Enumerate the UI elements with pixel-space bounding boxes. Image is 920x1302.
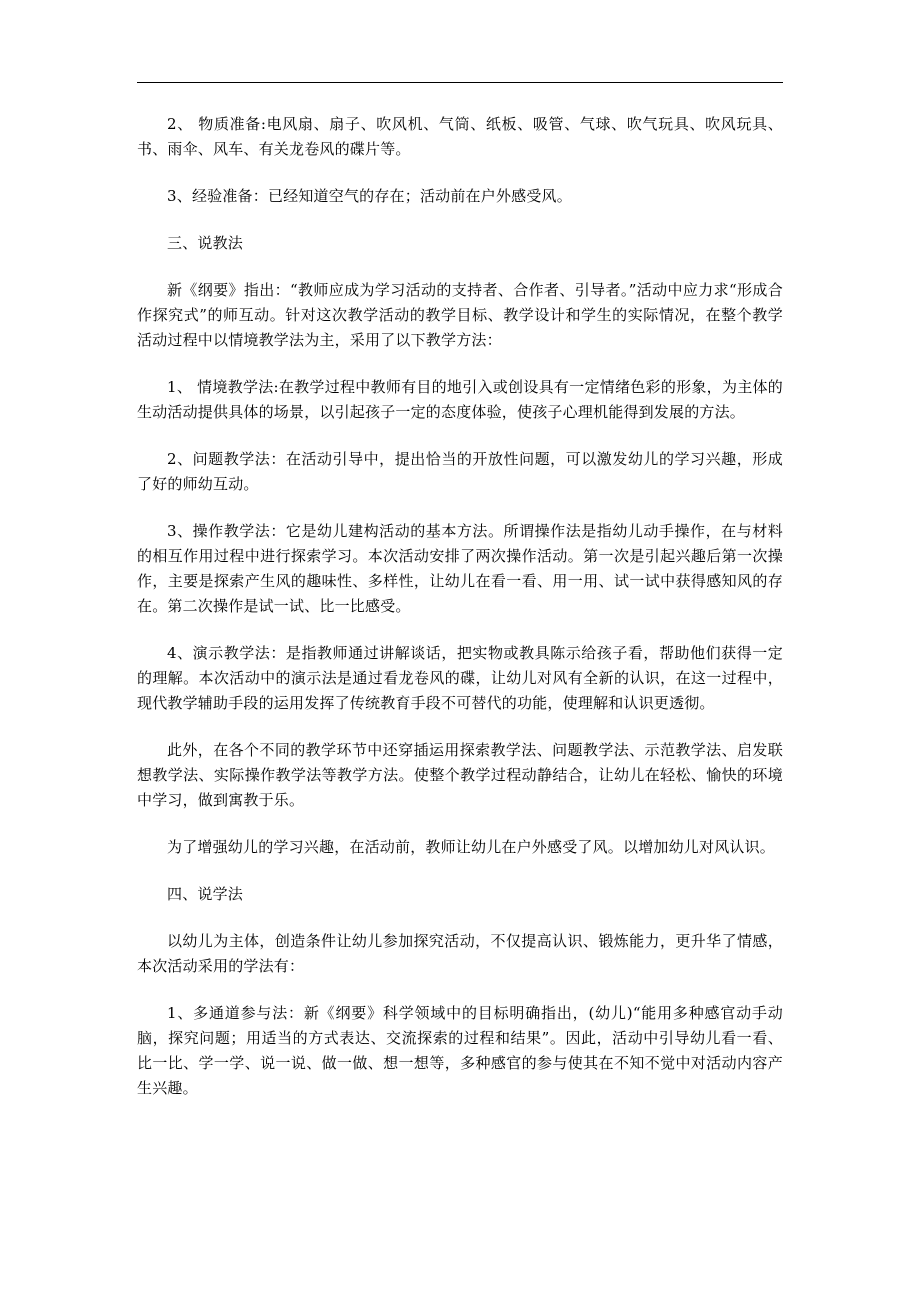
paragraph-other-methods: 此外，在各个不同的教学环节中还穿插运用探索教学法、问题教学法、示范教学法、启发联想教学法、实际操作教学法等教学方法。使整个教学过程动静结合，让幼儿在轻松、愉快的环境中学习，做到寓教于乐。 [137,741,783,809]
header-rule [137,82,783,83]
paragraph-interest-building: 为了增强幼儿的学习兴趣，在活动前，教师让幼儿在户外感受了风。以增加幼儿对风认识。 [167,838,776,856]
paragraph-material-prep: 2、 物质准备:电风扇、扇子、吹风机、气筒、纸板、吸管、气球、吹气玩具、吹风玩具、 书、雨伞、风车、有关龙卷风的碟片等。 [137,115,783,158]
paragraph-learning-intro: 以幼儿为主体，创造条件让幼儿参加探究活动，不仅提高认识、锻炼能力，更升华了情感，本次活动采用的学法有： [137,932,783,975]
document-body [137,112,783,1123]
paragraph-multichannel-method: 1、多通道参与法：新《纲要》科学领域中的目标明确指出，(幼儿)“能用多种感官动手动脑，探究问题；用适当的方式表达、交流探索的过程和结果”。因此，活动中引导幼儿看一看、比一比、学一学、说一说、做一做、想一想等，多种感官的参与使其在不知不觉中对活动内容产生兴趣。 [137,1004,783,1097]
paragraph-experience-prep: 3、经验准备：已经知道空气的存在；活动前在户外感受风。 [167,187,572,205]
paragraph-demonstration-method: 4、演示教学法：是指教师通过讲解谈话，把实物或教具陈示给孩子看，帮助他们获得一定的理解。本次活动中的演示法是通过看龙卷风的碟，让幼儿对风有全新的认识，在这一过程中，现代教学辅助手段的运用发挥了传统教育手段不可替代的功能，使理解和认识更透彻。 [137,644,783,712]
section-heading-learning-methods: 四、说学法 [167,885,244,903]
section-heading-teaching-methods: 三、说教法 [167,234,244,252]
paragraph-question-method: 2、问题教学法：在活动引导中，提出恰当的开放性问题，可以激发幼儿的学习兴趣，形成了好的师幼互动。 [137,450,783,493]
paragraph-operation-method: 3、操作教学法：它是幼儿建构活动的基本方法。所谓操作法是指幼儿动手操作，在与材料的相互作用过程中进行探索学习。本次活动安排了两次操作活动。第一次是引起兴趣后第一次操作，主要是探索产生风的趣味性、多样性，让幼儿在看一看、用一用、试一试中获得感知风的存在。第二次操作是试一试、比一比感受。 [137,522,783,615]
paragraph-guideline-intro: 新《纲要》指出：“教师应成为学习活动的支持者、合作者、引导者。”活动中应力求“形成合作探究式”的师互动。针对这次教学活动的教学目标、教学设计和学生的实际情况，在整个教学活动过程中以情境教学法为主，采用了以下教学方法： [137,281,783,349]
paragraph-situational-method: 1、 情境教学法:在教学过程中教师有目的地引入或创设具有一定情绪色彩的形象，为主体的生动活动提供具体的场景，以引起孩子一定的态度体验，使孩子心理机能得到发展的方法。 [137,378,783,421]
